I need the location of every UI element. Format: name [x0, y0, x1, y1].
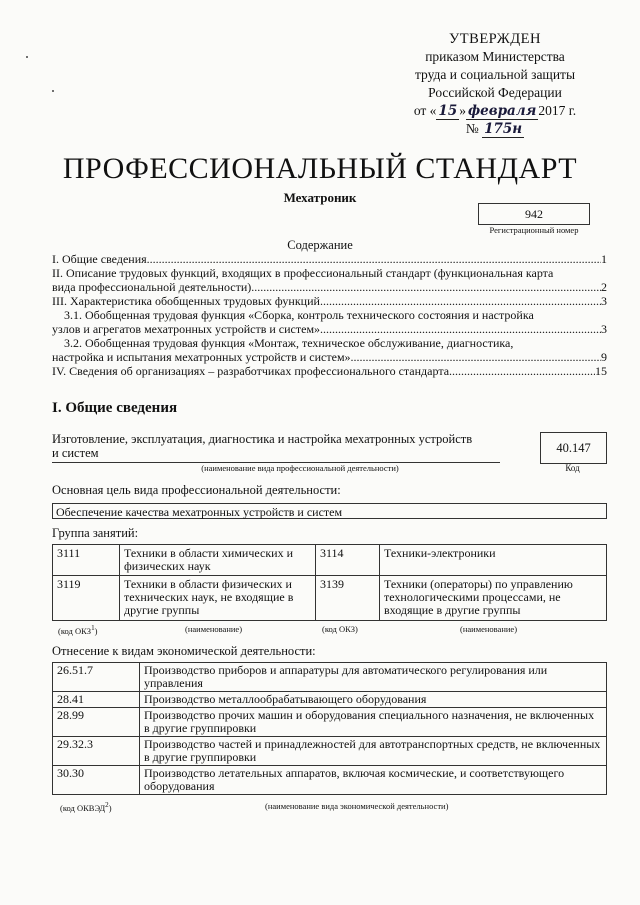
toc-title: Содержание — [287, 238, 353, 252]
okz-code-caption: (код ОКЗ$^1$) — [58, 624, 98, 636]
approval-line: приказом Министерства — [425, 49, 565, 64]
okz-code-caption: (код ОКЗ) — [322, 624, 358, 634]
okved-name-caption: (наименование вида экономической деятельности) — [265, 801, 449, 811]
profession-name: Мехатроник — [283, 190, 357, 205]
registration-number-box: 942 — [478, 203, 590, 225]
toc-item-line: II. Описание трудовых функций, входящих в профессиональный стандарт (функциональная карта — [52, 266, 554, 280]
table-row: 28.99 Производство прочих машин и оборудования специального назначения, не включенных в другие группировки — [53, 708, 607, 737]
registration-number-label: Регистрационный номер — [489, 225, 579, 235]
approval-block — [360, 30, 590, 138]
toc-item: I. Общие сведения ..... 1 — [52, 252, 607, 266]
scan-speck — [26, 56, 28, 58]
table-row: 3119 Техники в области физических и технических наук, не входящие в другие группы 3139 Техники (операторы) по управлению технологическими процессами, не входящие в другие группы — [53, 576, 607, 621]
table-row: 30.30 Производство летательных аппаратов, включая космические, и соответствующего оборудования — [53, 766, 607, 795]
toc-item: настройка и испытания мехатронных устройств и систем» ..... 9 — [52, 350, 607, 364]
occupation-table — [52, 544, 607, 621]
table-row: 3111 Техники в области химических и физических наук 3114 Техники-электроники — [53, 545, 607, 576]
toc-item: узлов и агрегатов мехатронных устройств и систем» ..... 3 — [52, 322, 607, 336]
activity-code-box: 40.147 — [540, 432, 607, 464]
toc-item-line: 3.1. Обобщенная трудовая функция «Сборка, контроль технического состояния и настройка — [64, 308, 534, 322]
table-of-contents — [52, 252, 607, 378]
okved-table — [52, 662, 607, 795]
goal-box: Обеспечение качества мехатронных устройств и систем — [52, 503, 607, 519]
okved-label: Отнесение к видам экономической деятельности: — [52, 644, 316, 658]
section-heading: I. Общие сведения — [52, 400, 178, 416]
table-row: 28.41 Производство металлообрабатывающего оборудования — [53, 692, 607, 708]
activity-kind-label: (наименование вида профессиональной деятельности) — [201, 463, 399, 473]
table-row: 26.51.7 Производство приборов и аппаратуры для автоматического регулирования или управления — [53, 663, 607, 692]
toc-item-line: 3.2. Обобщенная трудовая функция «Монтаж, техническое обслуживание, диагностика, — [64, 336, 514, 350]
approval-line: труда и социальной защиты — [414, 67, 576, 82]
goal-label: Основная цель вида профессиональной деятельности: — [52, 483, 341, 497]
occupation-name-caption: (наименование) — [460, 624, 518, 634]
approval-line: УТВЕРЖДЕН — [449, 31, 541, 47]
handwritten-day: 15 — [438, 103, 458, 119]
approval-date-line: от « 15 » февраля 2017 г. № 175н — [413, 103, 577, 137]
approval-line: Российской Федерации — [428, 85, 562, 100]
toc-item: вида профессиональной деятельности) ..... 2 — [52, 280, 607, 294]
document-title: ПРОФЕССИОНАЛЬНЫЙ СТАНДАРТ — [62, 152, 578, 185]
table-row: 29.32.3 Производство частей и принадлежностей для автотранспортных средств, не включенных в другие группировки — [53, 737, 607, 766]
activity-kind: Изготовление, эксплуатация, диагностика и настройка мехатронных устройств и систем — [52, 432, 500, 463]
occupation-group-label: Группа занятий: — [52, 526, 139, 540]
occupation-name-caption: (наименование) — [185, 624, 243, 634]
handwritten-number: 175н — [484, 121, 523, 137]
okved-code-caption: (код ОКВЭД$^2$) — [60, 801, 112, 813]
scan-speck — [52, 90, 54, 92]
toc-item: III. Характеристика обобщенных трудовых функций ..... 3 — [52, 294, 607, 308]
handwritten-month: февраля — [467, 103, 537, 119]
activity-code-label: Код — [565, 463, 580, 473]
toc-item: IV. Сведения об организациях – разработчиках профессионального стандарта ..... 15 — [52, 364, 607, 378]
